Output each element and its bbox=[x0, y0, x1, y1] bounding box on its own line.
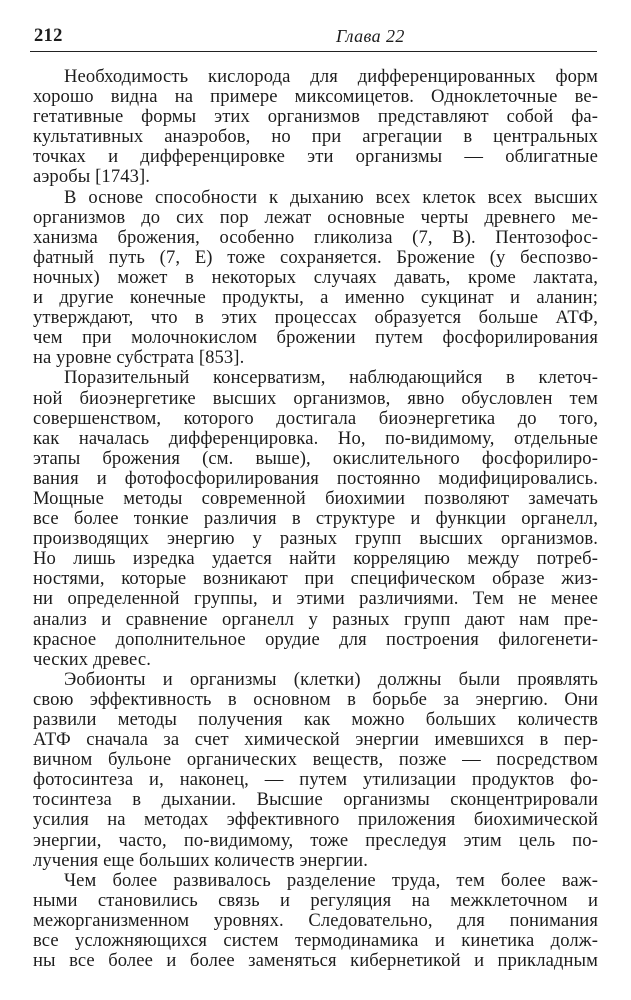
text-line: совершенством, которого достигала биоэнергетика до того, bbox=[33, 407, 598, 429]
text-line: вичном бульоне органических веществ, позже — посредством bbox=[33, 749, 598, 771]
text-line: вания и фотофосфорилирования постоянно модифицировались. bbox=[33, 467, 598, 489]
text-line: фотосинтеза и, наконец, — путем утилизации продуктов фо- bbox=[33, 769, 598, 791]
text-line: ны все более и более заменяться кибернетикой и прикладным bbox=[33, 950, 598, 972]
text-line: ханизма брожения, особенно гликолиза (7, В). Пентозофос- bbox=[33, 226, 598, 248]
text-line: ческих древес. bbox=[33, 648, 151, 670]
page-number: 212 bbox=[34, 26, 63, 46]
text-line: на уровне субстрата [853]. bbox=[33, 347, 245, 369]
text-line: развили методы получения как можно больших количеств bbox=[33, 709, 598, 730]
text-line: анализ и сравнение органелл у разных групп дают нам пре- bbox=[33, 608, 598, 630]
paragraph bbox=[33, 67, 598, 188]
text-line: Но лишь изредка удается найти корреляцию между потреб- bbox=[33, 548, 598, 570]
text-line: В основе способности к дыханию всех клеток всех высших bbox=[64, 186, 598, 208]
paragraph bbox=[33, 368, 598, 669]
text-line: фатный путь (7, Е) тоже сохраняется. Брожение (у беспозво- bbox=[33, 246, 598, 268]
text-line: красное дополнительное орудие для построения филогенети- bbox=[33, 628, 598, 650]
text-line: аэробы [1743]. bbox=[33, 166, 151, 188]
text-line: этапы брожения (см. выше), окислительного фосфорилиро- bbox=[33, 447, 598, 469]
text-line: и другие конечные продукты, а именно сукцинат и аланин; bbox=[33, 287, 598, 309]
text-line: межорганизменном уровнях. Следовательно, для понимания bbox=[33, 909, 598, 931]
paragraph bbox=[33, 670, 598, 871]
page-header bbox=[30, 26, 597, 50]
text-line: гетативные формы этих организмов представляют собой фа- bbox=[33, 106, 598, 128]
text-line: ночных) может в некоторых случаях давать, кроме лактата, bbox=[33, 266, 598, 288]
text-line: лучения еще больших количеств энергии. bbox=[33, 849, 368, 871]
text-line: как началась дифференцировка. Но, по-видимому, отдельные bbox=[33, 427, 598, 449]
paragraph bbox=[33, 871, 598, 971]
text-line: производящих энергию у разных групп высших организмов. bbox=[33, 528, 598, 550]
text-line: чем при молочнокислом брожении путем фосфорилирования bbox=[33, 327, 598, 349]
text-line: хорошо видна на примере миксомицетов. Одноклеточные ве- bbox=[33, 86, 598, 108]
text-line: энергии, часто, по-видимому, тоже преследуя этим цель по- bbox=[33, 829, 598, 851]
running-head: Глава 22 bbox=[336, 26, 405, 46]
body-text bbox=[33, 67, 598, 971]
text-line: все более тонкие различия в структуре и функции органелл, bbox=[33, 508, 598, 530]
text-line: Эобионты и организмы (клетки) должны были проявлять bbox=[64, 668, 598, 690]
text-line: Поразительный консерватизм, наблюдающийся в клеточ- bbox=[64, 367, 598, 389]
text-line: культативных анаэробов, но при агрегации в центральных bbox=[33, 126, 598, 148]
text-line: ни определенной группы, и этими различиями. Тем не менее bbox=[33, 588, 598, 610]
text-line: АТФ сначала за счет химической энергии имевшихся в пер- bbox=[33, 729, 598, 751]
header-rule bbox=[30, 51, 597, 52]
text-line: тосинтеза в дыхании. Высшие организмы сконцентрировали bbox=[33, 789, 598, 811]
text-line: Необходимость кислорода для дифференцированных форм bbox=[64, 66, 598, 87]
text-line: точках и дифференцировке эти организмы — облигатные bbox=[33, 146, 598, 168]
text-line: все усложняющихся систем термодинамика и кинетика долж- bbox=[33, 930, 598, 952]
text-line: организмов до сих пор лежат основные черты древнего ме- bbox=[33, 206, 598, 228]
text-line: ными становились связь и регуляция на межклеточном и bbox=[33, 889, 598, 911]
text-line: ной биоэнергетике высших организмов, явно обусловлен тем bbox=[33, 387, 598, 409]
text-line: Мощные методы современной биохимии позволяют замечать bbox=[33, 487, 598, 509]
text-line: утверждают, что в этих процессах образуется больше АТФ, bbox=[33, 307, 598, 329]
paragraph bbox=[33, 188, 598, 369]
text-line: Чем более развивалось разделение труда, тем более важ- bbox=[64, 869, 598, 891]
text-line: свою эффективность в основном в борьбе за энергию. Они bbox=[33, 688, 598, 710]
text-line: ностями, которые возникают при специфическом образе жиз- bbox=[33, 568, 598, 590]
text-line: усилия на методах эффективного приложения биохимической bbox=[33, 809, 598, 831]
